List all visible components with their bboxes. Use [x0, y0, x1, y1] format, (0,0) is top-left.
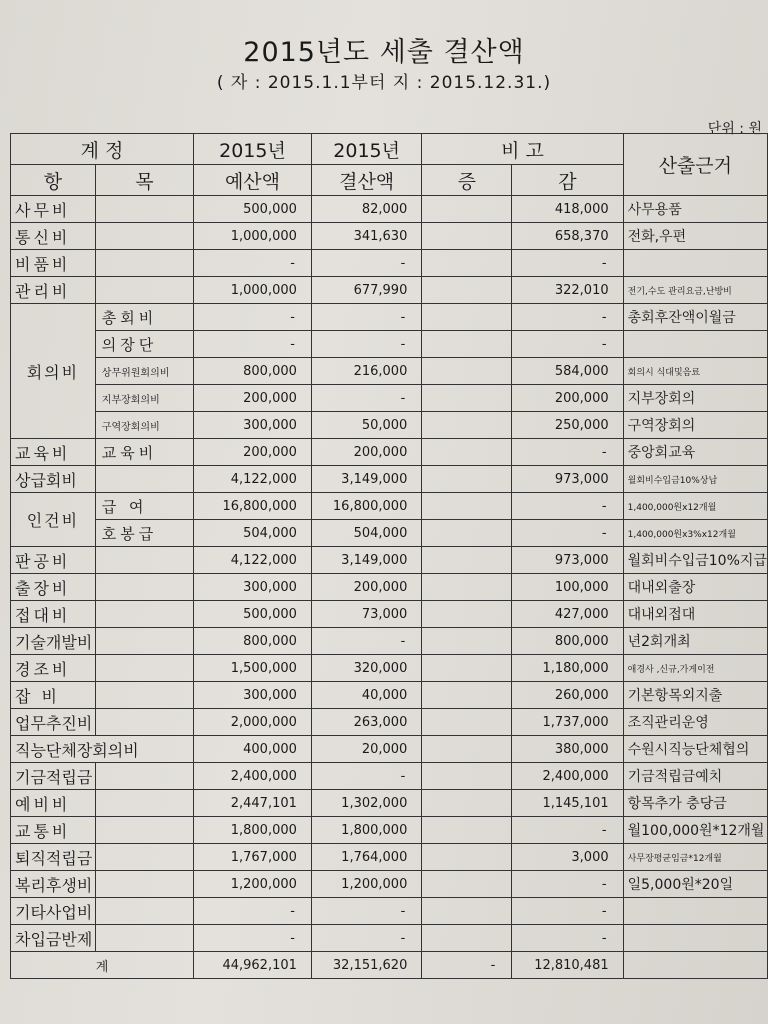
budget-cell: 2,400,000: [194, 763, 312, 790]
increase-cell: [422, 277, 512, 304]
table-row: [11, 547, 768, 574]
budget-cell: 4,122,000: [194, 547, 312, 574]
subitem-empty: [95, 709, 193, 736]
settle-cell: 1,800,000: [311, 817, 421, 844]
increase-cell: [422, 844, 512, 871]
decrease-cell: -: [512, 817, 623, 844]
decrease-cell: 100,000: [512, 574, 623, 601]
settle-cell: -: [311, 925, 421, 952]
decrease-cell: 1,145,101: [512, 790, 623, 817]
item-name: 차입금반제: [11, 925, 96, 952]
expenditure-table: [10, 133, 768, 979]
table-row: [11, 493, 768, 520]
decrease-cell: -: [512, 520, 623, 547]
basis-cell: 애경사 ,신규,가게이전: [623, 655, 767, 682]
table-row: [11, 412, 768, 439]
basis-cell: 중앙회교육: [623, 439, 767, 466]
budget-cell: 4,122,000: [194, 466, 312, 493]
increase-cell: [422, 925, 512, 952]
table-row: [11, 358, 768, 385]
header-remarks: 비 고: [422, 134, 623, 165]
basis-cell: [623, 250, 767, 277]
decrease-cell: 250,000: [512, 412, 623, 439]
increase-cell: [422, 763, 512, 790]
settle-cell: 40,000: [311, 682, 421, 709]
group-name: 인건비: [11, 493, 96, 547]
increase-cell: [422, 871, 512, 898]
decrease-cell: 200,000: [512, 385, 623, 412]
total-decrease: 12,810,481: [512, 952, 623, 979]
budget-cell: 300,000: [194, 412, 312, 439]
increase-cell: [422, 574, 512, 601]
budget-cell: 1,800,000: [194, 817, 312, 844]
settle-cell: 504,000: [311, 520, 421, 547]
table-row: [11, 682, 768, 709]
item-name: 상급회비: [11, 466, 96, 493]
basis-cell: 대내외접대: [623, 601, 767, 628]
budget-cell: -: [194, 250, 312, 277]
decrease-cell: 2,400,000: [512, 763, 623, 790]
header-mok: 목: [95, 165, 193, 196]
subitem-empty: [95, 763, 193, 790]
item-name: 복리후생비: [11, 871, 96, 898]
header-settle: 결산액: [311, 165, 421, 196]
settle-cell: -: [311, 304, 421, 331]
budget-cell: 200,000: [194, 385, 312, 412]
basis-cell: 회의시 식대및음료: [623, 358, 767, 385]
budget-cell: 504,000: [194, 520, 312, 547]
table-row: [11, 439, 768, 466]
basis-cell: 월회비수입금10%상납: [623, 466, 767, 493]
header-basis: 산출근거: [623, 134, 767, 196]
decrease-cell: 973,000: [512, 466, 623, 493]
increase-cell: [422, 520, 512, 547]
basis-cell: 사무장평균임금*12개월: [623, 844, 767, 871]
increase-cell: [422, 898, 512, 925]
basis-cell: 수원시직능단체협의: [623, 736, 767, 763]
period-subtitle: ( 자 : 2015.1.1부터 지 : 2015.12.31.): [216, 73, 552, 93]
item-name: 관리비: [11, 277, 96, 304]
budget-cell: 500,000: [194, 601, 312, 628]
table-row: [11, 763, 768, 790]
budget-cell: 1,767,000: [194, 844, 312, 871]
subitem-name: 상무위원회의비: [95, 358, 193, 385]
decrease-cell: 584,000: [512, 358, 623, 385]
budget-cell: -: [194, 898, 312, 925]
item-name: 기술개발비: [11, 628, 96, 655]
increase-cell: [422, 601, 512, 628]
settle-cell: 216,000: [311, 358, 421, 385]
settle-cell: 1,764,000: [311, 844, 421, 871]
basis-cell: 년2회개최: [623, 628, 767, 655]
basis-cell: 1,400,000원x12개월: [623, 493, 767, 520]
increase-cell: [422, 466, 512, 493]
decrease-cell: -: [512, 871, 623, 898]
subitem-name: 의장단: [95, 331, 193, 358]
increase-cell: [422, 736, 512, 763]
subitem-empty: [95, 601, 193, 628]
increase-cell: [422, 655, 512, 682]
settle-cell: 200,000: [311, 439, 421, 466]
increase-cell: [422, 439, 512, 466]
table-row: [11, 655, 768, 682]
decrease-cell: 1,180,000: [512, 655, 623, 682]
table-row: [11, 736, 768, 763]
item-name: 교육비: [11, 439, 96, 466]
subitem-empty: [95, 547, 193, 574]
budget-cell: -: [194, 925, 312, 952]
header-budget: 예산액: [194, 165, 312, 196]
settle-cell: 1,302,000: [311, 790, 421, 817]
item-name: 통신비: [11, 223, 96, 250]
subitem-empty: [95, 277, 193, 304]
header-account: 계 정: [11, 134, 194, 165]
increase-cell: [422, 223, 512, 250]
increase-cell: [422, 547, 512, 574]
table-row: [11, 601, 768, 628]
settle-cell: 263,000: [311, 709, 421, 736]
table-row: [11, 817, 768, 844]
basis-cell: 구역장회의: [623, 412, 767, 439]
increase-cell: [422, 385, 512, 412]
basis-cell: [623, 331, 767, 358]
increase-cell: [422, 493, 512, 520]
increase-cell: [422, 196, 512, 223]
decrease-cell: -: [512, 331, 623, 358]
decrease-cell: -: [512, 898, 623, 925]
decrease-cell: 418,000: [512, 196, 623, 223]
decrease-cell: 658,370: [512, 223, 623, 250]
item-name: 기금적립금: [11, 763, 96, 790]
increase-cell: [422, 331, 512, 358]
table-row: [11, 925, 768, 952]
settle-cell: -: [311, 331, 421, 358]
increase-cell: [422, 304, 512, 331]
item-name: 직능단체장회의비: [11, 736, 194, 763]
table-row: [11, 466, 768, 493]
settle-cell: 16,800,000: [311, 493, 421, 520]
increase-cell: [422, 412, 512, 439]
page-title: 2015년도 세출 결산액: [243, 37, 525, 68]
increase-cell: [422, 250, 512, 277]
subitem-empty: [95, 196, 193, 223]
table-row: [11, 574, 768, 601]
item-name: 기타사업비: [11, 898, 96, 925]
table-row: [11, 871, 768, 898]
subitem-empty: [95, 790, 193, 817]
total-basis: [623, 952, 767, 979]
decrease-cell: -: [512, 493, 623, 520]
decrease-cell: -: [512, 925, 623, 952]
table-row: [11, 250, 768, 277]
decrease-cell: -: [512, 250, 623, 277]
budget-cell: 1,200,000: [194, 871, 312, 898]
basis-cell: 사무용품: [623, 196, 767, 223]
basis-cell: 전화,우편: [623, 223, 767, 250]
item-name: 교통비: [11, 817, 96, 844]
subitem-empty: [95, 817, 193, 844]
table-row: [11, 331, 768, 358]
item-name: 비품비: [11, 250, 96, 277]
budget-cell: 2,000,000: [194, 709, 312, 736]
settle-cell: -: [311, 898, 421, 925]
subitem-empty: [95, 898, 193, 925]
header-budget-year: 2015년: [194, 134, 312, 165]
table-row: [11, 790, 768, 817]
subitem-name: 구역장회의비: [95, 412, 193, 439]
table-row: [11, 628, 768, 655]
table-row: [11, 898, 768, 925]
subitem-empty: [95, 628, 193, 655]
basis-cell: 월회비수입금10%지급: [623, 547, 767, 574]
item-name: 출장비: [11, 574, 96, 601]
group-name: 회의비: [11, 304, 96, 439]
budget-cell: 500,000: [194, 196, 312, 223]
settle-cell: -: [311, 628, 421, 655]
table-row: [11, 385, 768, 412]
basis-cell: 월100,000원*12개월: [623, 817, 767, 844]
settle-cell: -: [311, 250, 421, 277]
increase-cell: [422, 790, 512, 817]
budget-cell: 800,000: [194, 628, 312, 655]
subitem-name: 호봉급: [95, 520, 193, 547]
subitem-empty: [95, 655, 193, 682]
settle-cell: 50,000: [311, 412, 421, 439]
budget-cell: 2,447,101: [194, 790, 312, 817]
subitem-name: 총회비: [95, 304, 193, 331]
subitem-empty: [95, 925, 193, 952]
subitem-name: 지부장회의비: [95, 385, 193, 412]
table-row: [11, 196, 768, 223]
subitem-empty: [95, 844, 193, 871]
total-row: [11, 952, 768, 979]
budget-cell: -: [194, 304, 312, 331]
total-increase: -: [422, 952, 512, 979]
table-row: [11, 223, 768, 250]
basis-cell: 일5,000원*20일: [623, 871, 767, 898]
total-settle: 32,151,620: [311, 952, 421, 979]
subitem-empty: [95, 223, 193, 250]
decrease-cell: 322,010: [512, 277, 623, 304]
budget-cell: 1,000,000: [194, 223, 312, 250]
header-row-1: [11, 134, 768, 165]
table-row: [11, 520, 768, 547]
budget-cell: 1,000,000: [194, 277, 312, 304]
settle-cell: 320,000: [311, 655, 421, 682]
increase-cell: [422, 817, 512, 844]
decrease-cell: 3,000: [512, 844, 623, 871]
subitem-name: 급 여: [95, 493, 193, 520]
budget-cell: 200,000: [194, 439, 312, 466]
decrease-cell: 380,000: [512, 736, 623, 763]
increase-cell: [422, 628, 512, 655]
basis-cell: 기금적립금예치: [623, 763, 767, 790]
decrease-cell: 260,000: [512, 682, 623, 709]
item-name: 업무추진비: [11, 709, 96, 736]
settle-cell: 73,000: [311, 601, 421, 628]
subitem-empty: [95, 466, 193, 493]
settle-cell: 1,200,000: [311, 871, 421, 898]
basis-cell: 조직관리운영: [623, 709, 767, 736]
table-row: [11, 844, 768, 871]
decrease-cell: -: [512, 439, 623, 466]
basis-cell: 총회후잔액이월금: [623, 304, 767, 331]
table-row: [11, 304, 768, 331]
item-name: 잡 비: [11, 682, 96, 709]
basis-cell: 항목추가 충당금: [623, 790, 767, 817]
table-row: [11, 277, 768, 304]
decrease-cell: 800,000: [512, 628, 623, 655]
basis-cell: [623, 898, 767, 925]
decrease-cell: 1,737,000: [512, 709, 623, 736]
item-name: 예비비: [11, 790, 96, 817]
table-row: [11, 709, 768, 736]
subitem-empty: [95, 574, 193, 601]
budget-cell: 16,800,000: [194, 493, 312, 520]
settle-cell: 20,000: [311, 736, 421, 763]
budget-cell: 400,000: [194, 736, 312, 763]
settle-cell: -: [311, 763, 421, 790]
total-budget: 44,962,101: [194, 952, 312, 979]
item-name: 퇴직적립금: [11, 844, 96, 871]
decrease-cell: 973,000: [512, 547, 623, 574]
subitem-empty: [95, 250, 193, 277]
increase-cell: [422, 682, 512, 709]
settle-cell: 3,149,000: [311, 466, 421, 493]
decrease-cell: 427,000: [512, 601, 623, 628]
settle-cell: 677,990: [311, 277, 421, 304]
header-decrease: 감: [512, 165, 623, 196]
total-label: 계: [11, 952, 194, 979]
budget-cell: 300,000: [194, 574, 312, 601]
decrease-cell: -: [512, 304, 623, 331]
basis-cell: 1,400,000원x3%x12개월: [623, 520, 767, 547]
settle-cell: 3,149,000: [311, 547, 421, 574]
basis-cell: 대내외출장: [623, 574, 767, 601]
item-name: 사무비: [11, 196, 96, 223]
settle-cell: 341,630: [311, 223, 421, 250]
item-name: 판공비: [11, 547, 96, 574]
budget-cell: 800,000: [194, 358, 312, 385]
subitem-name: 교육비: [95, 439, 193, 466]
subitem-empty: [95, 871, 193, 898]
budget-cell: -: [194, 331, 312, 358]
basis-cell: 지부장회의: [623, 385, 767, 412]
item-name: 접대비: [11, 601, 96, 628]
settle-cell: -: [311, 385, 421, 412]
subitem-empty: [95, 682, 193, 709]
item-name: 경조비: [11, 655, 96, 682]
basis-cell: [623, 925, 767, 952]
budget-cell: 300,000: [194, 682, 312, 709]
basis-cell: 전기,수도 관리요금,난방비: [623, 277, 767, 304]
settle-cell: 200,000: [311, 574, 421, 601]
header-increase: 증: [422, 165, 512, 196]
settle-cell: 82,000: [311, 196, 421, 223]
budget-cell: 1,500,000: [194, 655, 312, 682]
increase-cell: [422, 709, 512, 736]
header-hang: 항: [11, 165, 96, 196]
header-settle-year: 2015년: [311, 134, 421, 165]
increase-cell: [422, 358, 512, 385]
unit-label: 단위 : 원: [707, 121, 762, 137]
basis-cell: 기본항목외지출: [623, 682, 767, 709]
